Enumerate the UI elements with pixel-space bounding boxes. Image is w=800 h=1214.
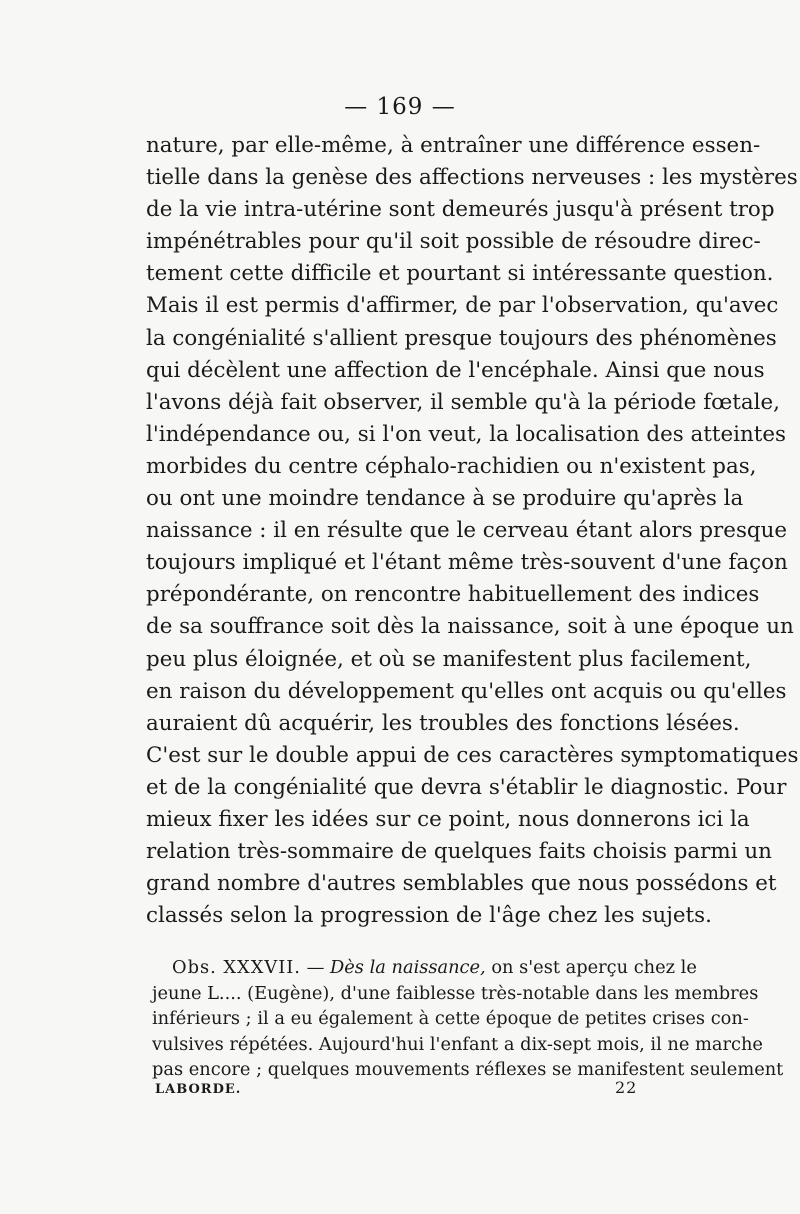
text-line: l'avons déjà fait observer, il semble qu'à la période fœtale, xyxy=(146,389,780,415)
text-line: ou ont une moindre tendance à se produire qu'après la xyxy=(146,486,744,512)
observation-label: Obs. XXXVII. xyxy=(172,957,301,978)
observation-emphasis: Dès la naissance, xyxy=(330,957,486,978)
text-line: Mais il est permis d'affirmer, de par l'observation, qu'avec xyxy=(146,293,779,319)
text-line: C'est sur le double appui de ces caractères symptomatiques xyxy=(146,742,799,768)
text-line: toujours impliqué et l'étant même très-souvent d'une façon xyxy=(146,550,788,576)
observation-block xyxy=(152,955,784,1083)
observation-line: inférieurs ; il a eu également à cette époque de petites crises con- xyxy=(152,1008,749,1030)
text-line: prépondérante, on rencontre habituellement des indices xyxy=(146,582,760,608)
text-line: morbides du centre céphalo-rachidien ou n'existent pas, xyxy=(146,453,757,479)
text-line: classés selon la progression de l'âge chez les sujets. xyxy=(146,903,712,929)
text-line: nature, par elle-même, à entraîner une différence essen- xyxy=(146,133,761,158)
observation-first-line xyxy=(152,955,697,981)
text-line: auraient dû acquérir, les troubles des fonctions lésées. xyxy=(146,710,740,736)
text-line: impénétrables pour qu'il soit possible de résoudre direc- xyxy=(146,229,761,255)
text-line: relation très-sommaire de quelques faits choisis parmi un xyxy=(146,839,772,865)
section-divider xyxy=(150,944,685,945)
text-line: en raison du développement qu'elles ont acquis ou qu'elles xyxy=(146,678,787,704)
observation-line: jeune L.... (Eugène), d'une faiblesse très-notable dans les membres xyxy=(152,982,759,1004)
text-line: naissance : il en résulte que le cerveau étant alors presque xyxy=(146,518,788,544)
text-line: l'indépendance ou, si l'on veut, la localisation des atteintes xyxy=(146,421,786,447)
text-line: mieux fixer les idées sur ce point, nous donnerons ici la xyxy=(146,806,750,832)
text-line: peu plus éloignée, et où se manifestent plus facilement, xyxy=(146,646,752,672)
text-line: tielle dans la genèse des affections nerveuses : les mystères xyxy=(146,165,798,191)
text-line: de la vie intra-utérine sont demeurés jusqu'à présent trop xyxy=(146,197,775,223)
observation-dash: — xyxy=(300,957,331,978)
text-line: tement cette difficile et pourtant si intéressante question. xyxy=(146,261,774,287)
observation-line: pas encore ; quelques mouvements réflexes se manifestent seulement xyxy=(152,1059,784,1081)
body-text xyxy=(146,130,799,932)
observation-first-line-rest: on s'est aperçu chez le xyxy=(485,957,697,978)
page-footer xyxy=(155,1078,638,1097)
text-line: la congénialité s'allient presque toujours des phénomènes xyxy=(146,325,777,351)
observation-line: vulsives répétées. Aujourd'hui l'enfant a dix-sept mois, il ne marche xyxy=(152,1033,763,1055)
text-line: qui décèlent une affection de l'encéphale. Ainsi que nous xyxy=(146,357,765,383)
text-line: grand nombre d'autres semblables que nous possédons et xyxy=(146,871,777,897)
page-number: — 169 — xyxy=(344,94,456,120)
text-line: de sa souffrance soit dès la naissance, soit à une époque un xyxy=(146,614,794,640)
footer-signature: 22 xyxy=(615,1078,638,1097)
footer-author: LABORDE. xyxy=(155,1082,242,1097)
text-line: et de la congénialité que devra s'établir le diagnostic. Pour xyxy=(146,774,787,800)
